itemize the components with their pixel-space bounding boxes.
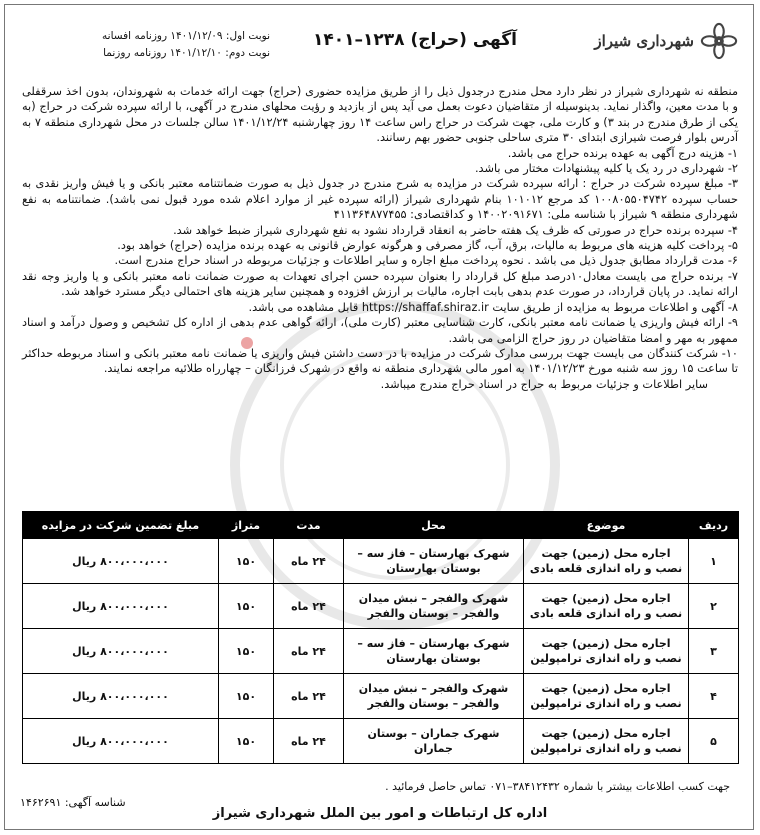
clause-1: ۱- هزینه درج آگهی به عهده برنده حراج می باشد. <box>507 146 738 160</box>
cell-subject: اجاره محل (زمین) جهت نصب و راه اندازی قلعه بادی <box>524 584 689 629</box>
cell-duration: ۲۴ ماه <box>274 674 344 719</box>
cell-subject: اجاره محل (زمین) جهت نصب و راه اندازی ترامپولین <box>524 629 689 674</box>
ad-title: آگهی (حراج) ۱۲۳۸–۱۴۰۱ <box>313 30 517 50</box>
cell-duration: ۲۴ ماه <box>274 629 344 674</box>
table-header <box>23 512 739 539</box>
notice-second: نوبت دوم: ۱۴۰۱/۱۲/۱۰ روزنامه روزنما <box>103 47 270 59</box>
header <box>10 10 750 80</box>
ad-id: شناسه آگهی: ۱۴۶۲۶۹۱ <box>20 796 126 809</box>
logo-text: شهرداری شیراز <box>594 32 694 50</box>
cell-deposit: ۸۰۰،۰۰۰،۰۰۰ ریال <box>23 539 219 584</box>
website-link[interactable]: https://shaffaf.shiraz.ir <box>361 300 489 314</box>
cell-deposit: ۸۰۰،۰۰۰،۰۰۰ ریال <box>23 584 219 629</box>
clause-5: ۵- پرداخت کلیه هزینه های مربوط به مالیات، برق، آب، گاز مصرفی و هرگونه عوارض قانونی به عهده برنده مزایده (حراج) خواهد بود. <box>117 239 738 253</box>
header-area: متراژ <box>219 512 274 539</box>
cell-row: ۲ <box>689 584 739 629</box>
cell-duration: ۲۴ ماه <box>274 719 344 764</box>
cell-location: شهرک بهارستان – فاز سه – بوستان بهارستان <box>344 539 524 584</box>
cell-deposit: ۸۰۰،۰۰۰،۰۰۰ ریال <box>23 719 219 764</box>
table-row <box>23 674 739 719</box>
issuing-office: اداره کل ارتباطات و امور بین الملل شهرداری شیراز <box>212 806 548 821</box>
cell-area: ۱۵۰ <box>219 539 274 584</box>
cell-area: ۱۵۰ <box>219 629 274 674</box>
header-duration: مدت <box>274 512 344 539</box>
notice-first: نوبت اول: ۱۴۰۱/۱۲/۰۹ روزنامه افسانه <box>102 30 270 42</box>
publication-notices <box>30 28 270 62</box>
cell-location: شهرک والفجر – نبش میدان والفجر – بوستان والفجر <box>344 584 524 629</box>
clause-8: ۸- آگهی و اطلاعات مربوط به مزایده از طریق سایت https://shaffaf.shiraz.ir قابل مشاهده می باشد. <box>248 300 738 314</box>
cell-subject: اجاره محل (زمین) جهت نصب و راه اندازی قلعه بادی <box>524 539 689 584</box>
clause-6: ۶- مدت قرارداد مطابق جدول ذیل می باشد . نحوه پرداخت مبلغ اجاره و سایر اطلاعات و جزئیات مربوطه در اسناد حراج مندرج است. <box>114 254 738 268</box>
header-subject: موضوع <box>524 512 689 539</box>
shiraz-municipality-logo-icon <box>700 22 738 60</box>
clause-3: ۳- مبلغ سپرده شرکت در حراج : ارائه سپرده شرکت در مزایده به شرح مندرج در جدول ذیل به صورت ضمانتنامه معتبر بانکی و یا فیش واریز نقدی به حساب سپرده ۱۰۰۸۰۵۵۰۴۷۴۲ کد مرجع ۱۰۱۰۱۲ بنام شهرداری شیراز (ارائه سپرده غیر از موارد اعلام شده مورد قبول نمی باشد). ضمانتنامه به نفع شهرداری منطقه ۹ شیراز با شناسه ملی: ۱۴۰۰۲۰۹۱۶۷۱ و کداقتصادی: ۴۱۱۳۶۴۸۷۷۴۵۵ <box>22 177 738 222</box>
cell-location: شهرک جماران – بوستان جماران <box>344 719 524 764</box>
cell-deposit: ۸۰۰،۰۰۰،۰۰۰ ریال <box>23 629 219 674</box>
table-row <box>23 539 739 584</box>
cell-row: ۳ <box>689 629 739 674</box>
clause-9: ۹- ارائه فیش واریزی یا ضمانت نامه معتبر بانکی، کارت شناسایی معتبر (کارت ملی)، ارائه گواهی عدم بدهی از اداره کل تشخیص و وصول درآمد و اسناد ممهور به مهر و امضا متقاضیان در روز حراج الزامی می باشد. <box>22 316 738 345</box>
cell-area: ۱۵۰ <box>219 674 274 719</box>
header-row: ردیف <box>689 512 739 539</box>
cell-row: ۱ <box>689 539 739 584</box>
cell-row: ۴ <box>689 674 739 719</box>
cell-area: ۱۵۰ <box>219 584 274 629</box>
cell-location: شهرک بهارستان – فاز سه – بوستان بهارستان <box>344 629 524 674</box>
clause-4: ۴- سپرده برنده حراج در صورتی که ظرف یک هفته حاضر به انعقاد قرارداد نشود به نفع شهرداری شیراز ضبط خواهد شد. <box>173 223 738 237</box>
cell-subject: اجاره محل (زمین) جهت نصب و راه اندازی ترامپولین <box>524 674 689 719</box>
cell-duration: ۲۴ ماه <box>274 584 344 629</box>
header-deposit: مبلغ تضمین شرکت در مزایده <box>23 512 219 539</box>
auction-table <box>22 511 739 764</box>
closing-note: سایر اطلاعات و جزئیات مربوط به حراج در اسناد حراج مندرج میباشد. <box>380 377 708 391</box>
cell-deposit: ۸۰۰،۰۰۰،۰۰۰ ریال <box>23 674 219 719</box>
table-row <box>23 719 739 764</box>
ad-body <box>22 84 738 392</box>
cell-subject: اجاره محل (زمین) جهت نصب و راه اندازی ترامپولین <box>524 719 689 764</box>
table-row <box>23 629 739 674</box>
clause-7: ۷- برنده حراج می بایست معادل۱۰درصد مبلغ کل قرارداد را بعنوان سپرده حسن اجرای تعهدات به صورت ضمانت نامه معتبر بانکی و یا واریز وجه نقد ارائه نماید. در پایان قرارداد، در صورت عدم بدهی بابت اجاره، مالیات بر ارزش افزوده و همچنین سایر هزینه های احتمالی دیگر مسترد خواهد شد. <box>22 269 738 299</box>
cell-area: ۱۵۰ <box>219 719 274 764</box>
logo <box>593 22 738 64</box>
contact-line: جهت کسب اطلاعات بیشتر با شماره ۳۸۴۱۲۴۳۲–۰۷۱ تماس حاصل فرمائید . <box>385 780 730 793</box>
cell-row: ۵ <box>689 719 739 764</box>
table-row <box>23 584 739 629</box>
header-location: محل <box>344 512 524 539</box>
cell-location: شهرک والفجر – نبش میدان والفجر – بوستان والفجر <box>344 674 524 719</box>
clause-2: ۲- شهرداری در رد یک یا کلیه پیشنهادات مختار می باشد. <box>474 162 738 176</box>
intro-paragraph: منطقه نه شهرداری شیراز در نظر دارد محل مندرج درجدول ذیل را از طریق مزایده حضوری (حراج) جهت ارائه خدمات به شهروندان، بدون اخذ سرقفلی و با مدت معین، واگذار نماید. بدینوسیله از متقاضیان دعوت بعمل می آید پس از بازدید و رؤیت محلهای مندرج در آگهی، با ارائه سپرده شرکت در حراج (به یکی از طرق مندرج در بند ۳) و کارت ملی، جهت شرکت در حراج راس ساعت ۱۴ روز چهارشنبه ۱۴۰۱/۱۲/۲۴ سالن جلسات در محل شهرداری منطقه ۷ به آدرس بلوار فرصت شیرازی ابتدای ۳۰ متری ساحلی جنوبی حضور بهم رسانند. <box>22 85 738 145</box>
clause-10: ۱۰- شرکت کنندگان می بایست جهت بررسی مدارک شرکت در مزایده با در دست داشتن فیش واریزی یا ضمانت نامه معتبر بانکی و اسناد مربوطه حداکثر تا ساعت ۱۵ روز سه شنبه مورخ ۱۴۰۱/۱۲/۲۳ به امور مالی شهرداری منطقه نه واقع در شهرک فرزانگان – چهارراه طلائیه مراجعه نمایند. <box>22 346 738 376</box>
cell-duration: ۲۴ ماه <box>274 539 344 584</box>
